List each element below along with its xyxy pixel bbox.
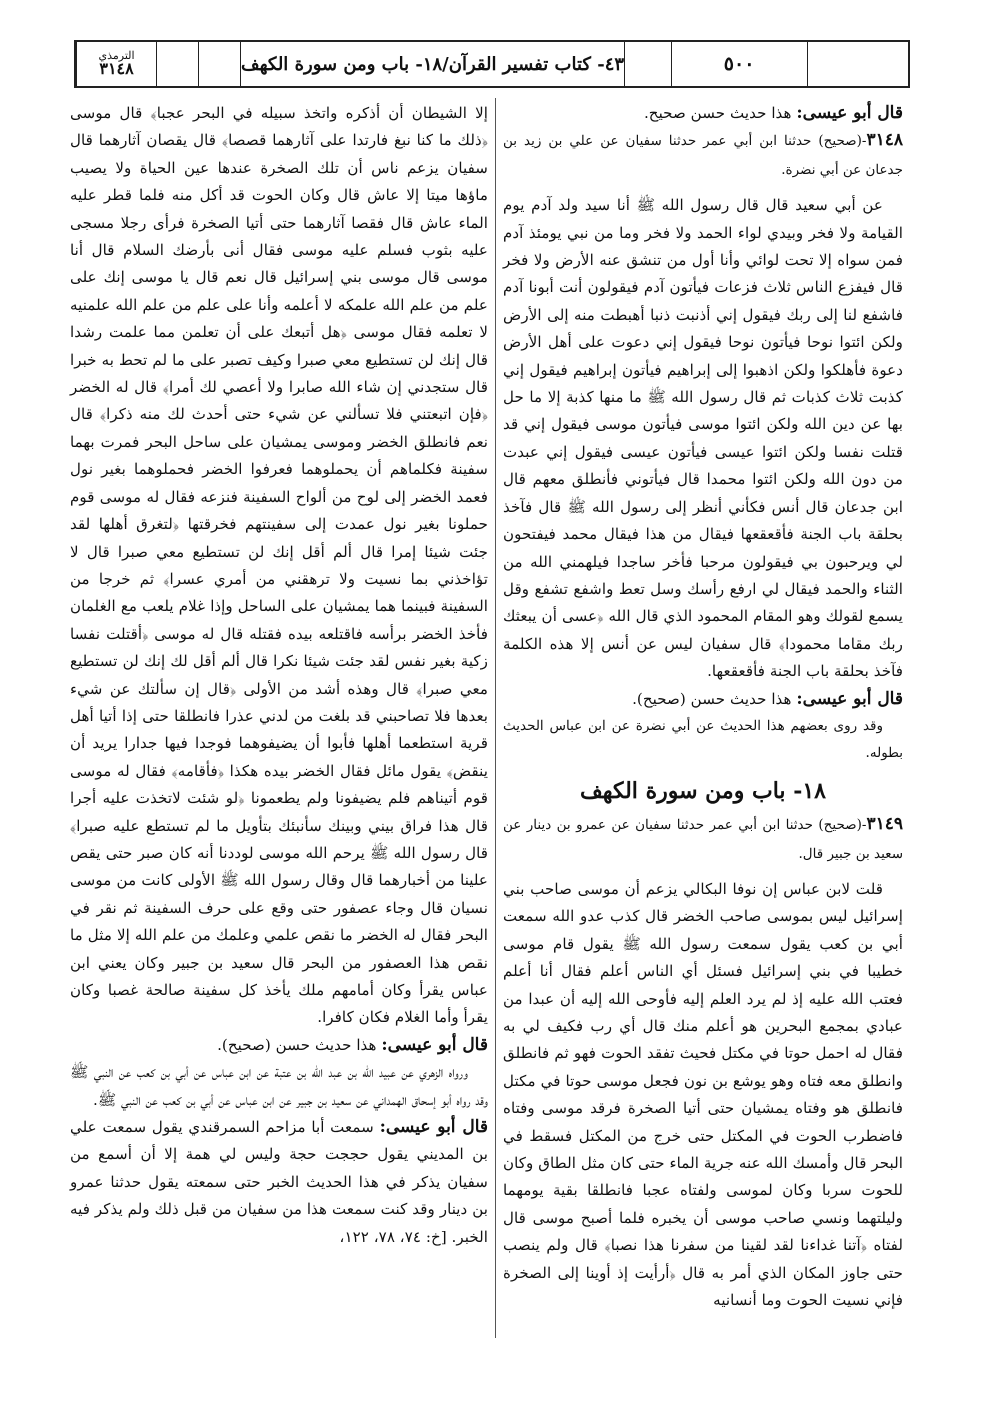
left-column bbox=[70, 100, 488, 1251]
hadith-number: ٣١٤٨ bbox=[866, 130, 903, 151]
grading-line bbox=[503, 100, 903, 127]
sayer-label: قال أبو عيسى: bbox=[796, 103, 903, 123]
right-column bbox=[503, 100, 903, 1314]
section-title: ١٨- باب ومن سورة الكهف bbox=[580, 777, 826, 804]
grading-text: هذا حديث حسن (صحيح). bbox=[217, 1035, 382, 1054]
header-title: ٤٣- كتاب تفسير القرآن/١٨- باب ومن سورة الكهف bbox=[240, 42, 624, 86]
book-label: الترمذي bbox=[98, 48, 135, 62]
hadith-text: قلت لابن عباس إن نوفا البكالي يزعم أن موسى صاحب بني إسرائيل ليس بموسى صاحب الخضر قال كذب عدو الله سمعت أبي بن كعب يقول سمعت رسول الله ﷺ يقول قام موسى خطيبا في بني إسرائيل فسئل أي الناس أعلم فقال أنا أعلم فعتب الله عليه إذ لم يرد العلم إليه فأوحى الله إليه أن عبدا من عبادي بمجمع البحرين هو أعلم منك قال أي رب فكيف لي به فقال له احمل حوتا في مكتل فحيث تفقد الحوت فهو ثم فانطلق وانطلق معه فتاه وهو يوشع بن نون فجعل موسى حوتا في مكتل فانطلق هو وفتاه يمشيان حتى أتيا الصخرة فرقد موسى وفتاه فاضطرب الحوت في المكتل حتى خرج من المكتل فسقط في البحر قال وأمسك الله عنه جرية الماء حتى كان مثل الطاق وكان للحوت سربا وكان لموسى ولفتاه عجبا فانطلقا بقية يومهما وليلتهما ونسي صاحب موسى أن يخبره فلما أصبح موسى قال لفتاه ﴿آتنا غداءنا لقد لقينا من سفرنا هذا نصبا﴾ قال ولم ينصب حتى جاوز المكان الذي أمر به قال ﴿أرأيت إذ أوينا إلى الصخرة فإني نسيت الحوت وما أنسانيه bbox=[503, 879, 903, 1310]
grading-text: هذا حديث حسن صحيح. bbox=[643, 104, 797, 122]
grading-line bbox=[70, 1032, 488, 1059]
page-header bbox=[74, 40, 910, 88]
isnad-text: -(صحيح) حدثنا ابن أبي عمر حدثنا سفيان عن عمرو بن دينار عن سعيد بن جبير قال. bbox=[503, 817, 903, 862]
hadith-text: إلا الشيطان أن أذكره واتخذ سبيله في البحر عجبا﴾ قال موسى ﴿ذلك ما كنا نبغ فارتدا على آثارهما قصصا﴾ قال يقصان آثارهما قال سفيان يزعم ناس أن تلك الصخرة عندها عين الحياة ولا يصيب ماؤها ميتا إلا عاش قال وكان الحوت قد أكل منه فلما قطر عليه الماء عاش قال فقصا آثارهما حتى أتيا الصخرة فرأى رجلا مسجى عليه بثوب فسلم عليه موسى فقال أنى بأرضك السلام قال أنا موسى قال موسى بني إسرائيل قال نعم قال يا موسى إنك على علم من علم الله علمكه لا أعلمه وأنا على علم من علم الله علمنيه لا تعلمه فقال موسى ﴿هل أتبعك على أن تعلمن مما علمت رشدا قال إنك لن تستطيع معي صبرا وكيف تصبر على ما لم تحط به خبرا قال ستجدني إن شاء الله صابرا ولا أعصي لك أمرا﴾ قال له الخضر ﴿فإن اتبعتني فلا تسألني عن شيء حتى أحدث لك منه ذكرا﴾ قال نعم فانطلق الخضر وموسى يمشيان على ساحل البحر فمرت بهما سفينة فكلماهم أن يحملوهما فعرفوا الخضر فحملوهما بغير نول فعمد الخضر إلى لوح من ألواح السفينة فنزعه فقال له موسى قوم حملونا بغير نول عمدت إلى سفينتهم فخرقتها ﴿لتغرق أهلها لقد جئت شيئا إمرا قال ألم أقل إنك لن تستطيع معي صبرا قال لا تؤاخذني بما نسيت ولا ترهقني من أمري عسرا﴾ ثم خرجا من السفينة فبينما هما يمشيان على الساحل وإذا غلام يلعب مع الغلمان فأخذ الخضر برأسه فاقتلعه بيده فقتله قال له موسى ﴿أقتلت نفسا زكية بغير نفس لقد جئت شيئا نكرا قال ألم أقل لك إنك لن تستطيع معي صبرا﴾ قال وهذه أشد من الأولى ﴿قال إن سألتك عن شيء بعدها فلا تصاحبني قد بلغت من لدني عذرا فانطلقا حتى إذا أتيا أهل قرية استطعما أهلها فأبوا أن يضيفوهما فوجدا فيها جدارا يريد أن ينقض﴾ يقول مائل فقال الخضر بيده هكذا ﴿فأقامه﴾ فقال له موسى قوم أتيناهم فلم يضيفونا ولم يطعمونا ﴿لو شئت لاتخذت عليه أجرا قال هذا فراق بيني وبينك سأنبئك بتأويل ما لم تستطع عليه صبرا﴾ قال رسول الله ﷺ يرحم الله موسى لوددنا أنه كان صبر حتى يقص علينا من أخبارهما قال وقال رسول الله ﷺ الأولى كانت من موسى نسيان قال وجاء عصفور حتى وقع على حرف السفينة ثم نقر في البحر فقال له الخضر ما نقص علمي وعلمك من علم الله إلا مثل ما نقص هذا العصفور من البحر قال سعيد بن جبير وكان يعني ابن عباس يقرأ وكان أمامهم ملك يأخذ كل سفينة صالحة غصبا وكان يقرأ وأما الغلام فكان كافرا. bbox=[70, 104, 488, 1027]
grading-text: هذا حديث حسن (صحيح). bbox=[632, 689, 797, 708]
header-empty-cell bbox=[624, 42, 671, 86]
note-text: ورواه الزهري عن عبيد الله بن عبد الله بن عتبة عن ابن عباس عن أبي بن كعب عن النبي ﷺ وقد رواه أبو إسحاق الهمداني عن سعيد بن جبير عن ابن عباس عن أبي بن كعب عن النبي ﷺ. bbox=[70, 1063, 488, 1109]
hadith-isnad bbox=[503, 811, 903, 868]
hadith-isnad bbox=[503, 127, 903, 184]
header-empty-cell bbox=[847, 42, 908, 86]
grading-line bbox=[503, 686, 903, 713]
hadith-number: ٣١٤٩ bbox=[866, 814, 903, 835]
sayer-label: قال أبو عيسى: bbox=[796, 688, 903, 709]
sayer-label: قال أبو عيسى: bbox=[379, 1117, 488, 1138]
hadith-text: عن أبي سعيد قال قال رسول الله ﷺ أنا سيد ولد آدم يوم القيامة ولا فخر وبيدي لواء الحمد ولا فخر وما من نبي يومئذ آدم فمن سواه إلا تحت لوائي وأنا أول من تنشق عنه الأرض ولا فخر قال فيفزع الناس ثلاث فزعات فيأتون آدم فيقولون أنت أبونا آدم فاشفع لنا إلى ربك فيقول إني أذنبت ذنبا أهبطت منه إلى الأرض ولكن ائتوا نوحا فيأتون نوحا فيقول إني دعوت على أهل الأرض دعوة فأهلكوا ولكن اذهبوا إلى إبراهيم فيأتون إبراهيم فيقول إني كذبت ثلاث كذبات ثم قال رسول الله ﷺ ما منها كذبة إلا ما حل بها عن دين الله ولكن ائتوا موسى فيأتون موسى فيقول إني قد قتلت نفسا ولكن ائتوا عيسى فيأتون عيسى فيقول إني عبدت من دون الله ولكن ائتوا محمدا قال فيأتوني فأنطلق معهم قال ابن جدعان قال أنس فكأني أنظر إلى رسول الله ﷺ قال فآخذ بحلقة باب الجنة فأقعقعها فيقال من هذا فيقال محمد فيفتحون لي ويرحبون بي فيقولون مرحبا فأخر ساجدا فيلهمني الله من الثناء والحمد فيقال لي ارفع رأسك وسل تعط واشفع تشفع وقل يسمع لقولك وهو المقام المحمود الذي قال الله ﴿عسى أن يبعثك ربك مقاما محمودا﴾ قال سفيان ليس عن أنس إلا هذه الكلمة فآخذ بحلقة باب الجنة فأقعقعها. bbox=[503, 196, 903, 681]
note-text: وقد روى بعضهم هذا الحديث عن أبي نضرة عن ابن عباس الحديث بطوله. bbox=[503, 717, 903, 762]
note-text: سمعت أبا مزاحم السمرقندي يقول سمعت علي بن المديني يقول حججت حجة وليس لي همة إلا أن أسمع من سفيان يذكر في هذا الحديث الخبر حتى سمعته يقول حدثنا عمرو بن دينار وقد كنت سمعت هذا من سفيان من قبل ذلك ولم يذكر فيه الخبر. [خ: ٧٤، ٧٨، ١٢٢، bbox=[70, 1118, 488, 1246]
sayer-label: قال أبو عيسى: bbox=[381, 1034, 488, 1055]
header-empty-cell bbox=[807, 42, 847, 86]
page-number: ٥٠٠ bbox=[671, 42, 807, 86]
header-empty-cell bbox=[198, 42, 240, 86]
column-divider bbox=[495, 98, 496, 1338]
header-book-cell bbox=[76, 42, 156, 86]
isnad-text: -(صحيح) حدثنا ابن أبي عمر حدثنا سفيان عن علي بن زيد بن جدعان عن أبي نضرة. bbox=[503, 133, 903, 178]
hadith-range: ٣١٤٨ bbox=[99, 59, 134, 79]
grading-line bbox=[70, 1114, 488, 1251]
header-empty-cell bbox=[156, 42, 198, 86]
